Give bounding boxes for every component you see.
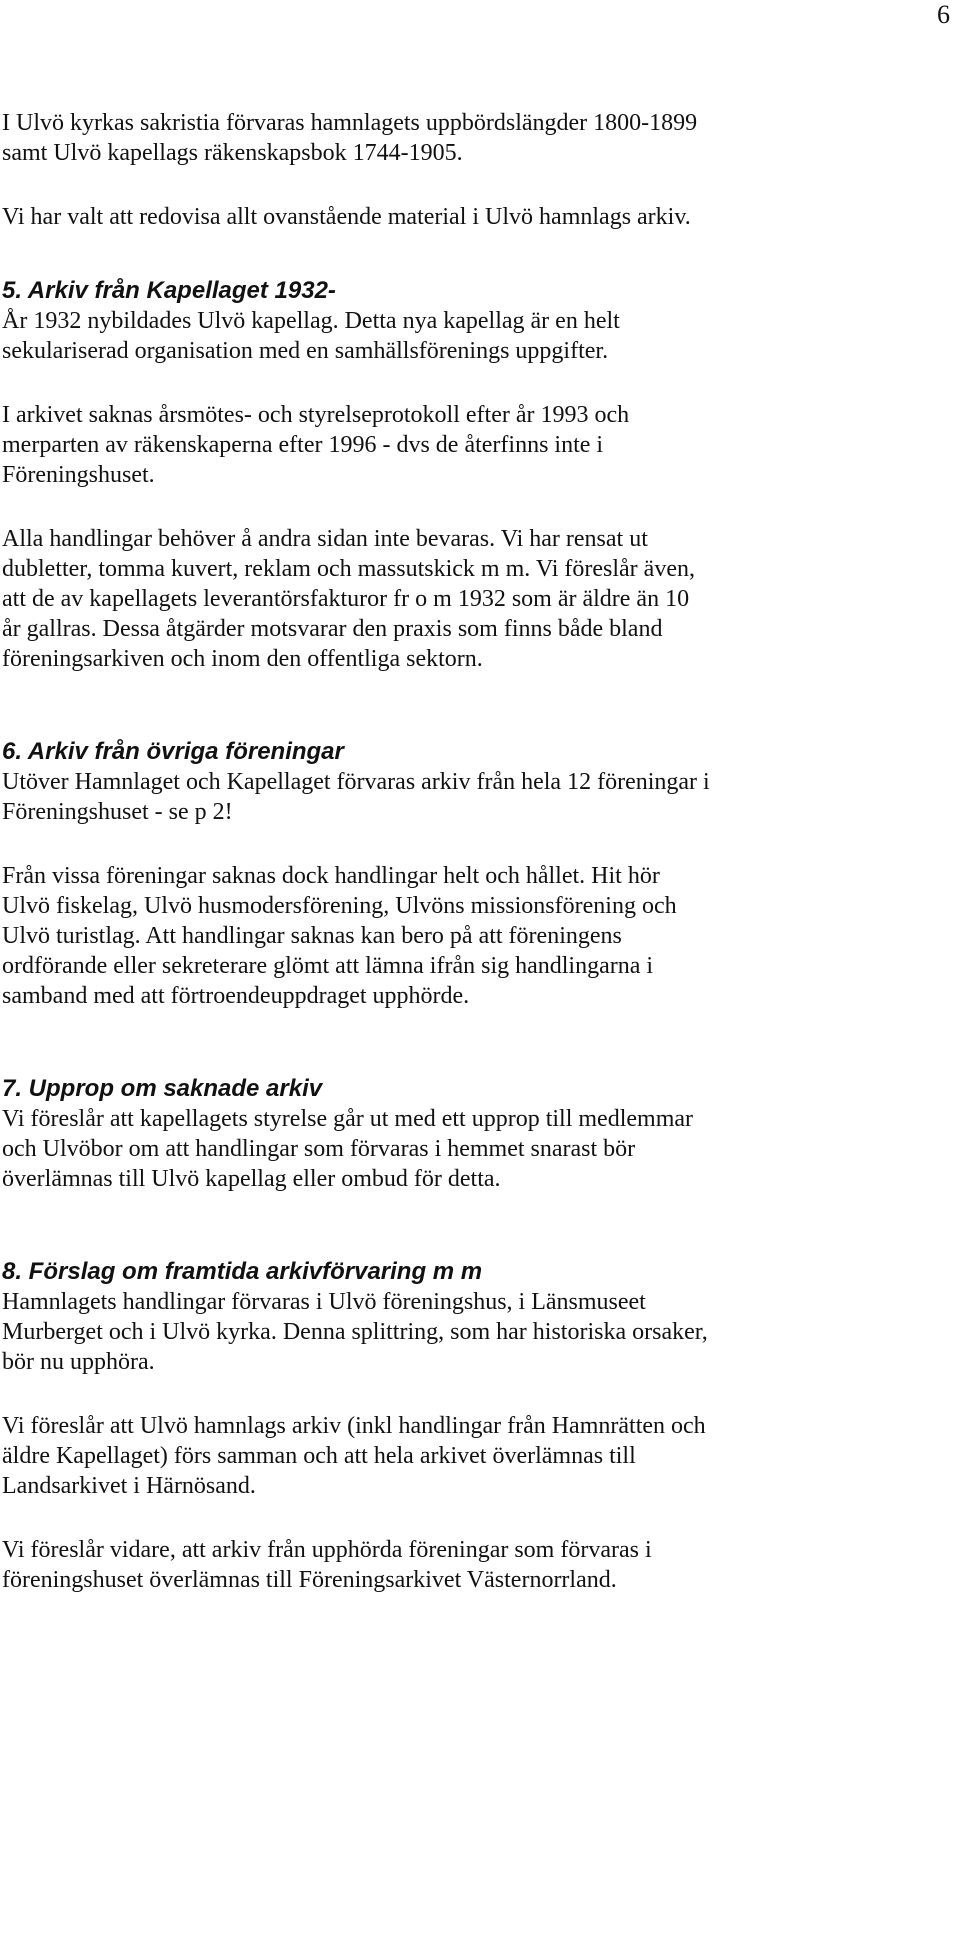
section-5-paragraph-3: Alla handlingar behöver å andra sidan inte bevaras. Vi har rensat ut dubletter, tomma kuvert, reklam och massutskick m m. Vi föreslår även, att de av kapellagets leverantörsfakturor fr o m 1932 som är äldre än 10 år gallras. Dessa åtgärder motsvarar den praxis som finns både bland föreningsarkiven och inom den offentliga sektorn.	[2, 526, 695, 672]
spacer	[2, 674, 954, 737]
section-8-paragraph-2: Vi föreslår att Ulvö hamnlags arkiv (inkl handlingar från Hamnrätten och äldre Kapellaget) förs samman och att hela arkivet överlämnas till Landsarkivet i Härnösand.	[2, 1413, 706, 1499]
page-number: 6	[937, 0, 950, 29]
section-6-paragraph-1: Utöver Hamnlaget och Kapellaget förvaras arkiv från hela 12 föreningar i Föreningshuset - se p 2!	[2, 769, 710, 825]
section-8	[2, 1257, 954, 1595]
section-7-paragraph-1: Vi föreslår att kapellagets styrelse går ut med ett upprop till medlemmar och Ulvöbor om att handlingar som förvaras i hemmet snarast bör överlämnas till Ulvö kapellag eller ombud för detta.	[2, 1106, 694, 1192]
section-5-heading: 5. Arkiv från Kapellaget 1932-	[2, 277, 336, 304]
intro-paragraph-2: Vi har valt att redovisa allt ovanstående material i Ulvö hamnlags arkiv.	[2, 204, 691, 230]
spacer	[2, 1011, 954, 1074]
spacer	[2, 827, 954, 861]
section-8-paragraph-1: Hamnlagets handlingar förvaras i Ulvö föreningshus, i Länsmuseet Murberget och i Ulvö kyrka. Denna splittring, som har historiska orsaker, bör nu upphöra.	[2, 1289, 708, 1375]
spacer	[2, 1194, 954, 1257]
section-5-paragraph-2: I arkivet saknas årsmötes- och styrelseprotokoll efter år 1993 och merparten av räkenskaperna efter 1996 - dvs de återfinns inte i Föreningshuset.	[2, 402, 630, 488]
intro-paragraph-1: I Ulvö kyrkas sakristia förvaras hamnlagets uppbördslängder 1800-1899 samt Ulvö kapellags räkenskapsbok 1744-1905.	[2, 110, 698, 166]
spacer	[2, 490, 954, 524]
spacer	[2, 232, 954, 276]
spacer	[2, 1377, 954, 1411]
document-body	[2, 108, 954, 1595]
section-6-heading: 6. Arkiv från övriga föreningar	[2, 738, 344, 765]
section-8-heading: 8. Förslag om framtida arkivförvaring m m	[2, 1258, 483, 1285]
spacer	[2, 168, 954, 202]
section-7	[2, 1074, 954, 1194]
spacer	[2, 1501, 954, 1535]
section-6	[2, 737, 954, 1011]
section-6-paragraph-2: Från vissa föreningar saknas dock handlingar helt och hållet. Hit hör Ulvö fiskelag, Ulvö husmodersförening, Ulvöns missionsförening och Ulvö turistlag. Att handlingar saknas kan bero på att föreningens ordförande eller sekreterare glömt att lämna ifrån sig handlingarna i samband med att förtroendeuppdraget upphörde.	[2, 863, 677, 1009]
section-5	[2, 276, 954, 674]
section-5-paragraph-1: År 1932 nybildades Ulvö kapellag. Detta nya kapellag är en helt sekulariserad organisation med en samhällsförenings uppgifter.	[2, 308, 620, 364]
spacer	[2, 366, 954, 400]
section-8-paragraph-3: Vi föreslår vidare, att arkiv från upphörda föreningar som förvaras i föreningshuset överlämnas till Föreningsarkivet Västernorrland.	[2, 1537, 652, 1593]
section-7-heading: 7. Upprop om saknade arkiv	[2, 1075, 323, 1102]
